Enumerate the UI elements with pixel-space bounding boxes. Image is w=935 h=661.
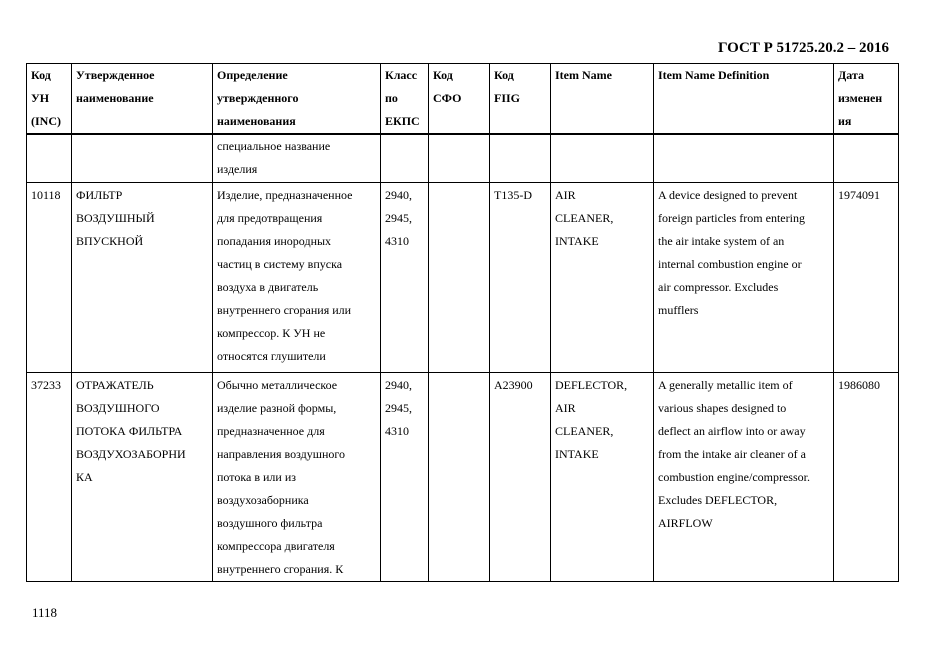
cell-item-definition: [654, 182, 834, 372]
cell-line: 2945,: [385, 400, 412, 415]
col-header-inc: [27, 64, 72, 135]
cell-line: DEFLECTOR,: [555, 377, 628, 392]
cell-line: УН: [31, 91, 50, 105]
cell-line: deflect an airflow into or away: [658, 423, 806, 438]
cell-line: ВОЗДУХОЗАБОРНИ: [76, 446, 186, 461]
col-header-date: [834, 64, 899, 135]
cell-line: 10118: [31, 187, 61, 202]
cell-line: CLEANER,: [555, 423, 614, 438]
cell-line: наименование: [76, 91, 154, 105]
cell-line: ФИЛЬТР: [76, 187, 123, 202]
col-header-sfo: [429, 64, 490, 135]
cell-line: A device designed to prevent: [658, 187, 798, 202]
col-header-name: [72, 64, 213, 135]
cell-line: внутреннего сгорания или: [217, 302, 352, 317]
cell-line: специальное название: [217, 139, 331, 153]
cell-line: компрессор. К УН не: [217, 325, 326, 340]
cell-line: 2945,: [385, 210, 412, 225]
cell-line: Excludes DEFLECTOR,: [658, 492, 778, 507]
cell-line: ВОЗДУШНОГО: [76, 400, 160, 415]
table-header-row: [27, 64, 899, 135]
cell-line: ОТРАЖАТЕЛЬ: [76, 377, 154, 392]
cell-line: CLEANER,: [555, 210, 614, 225]
cell-date: [834, 182, 899, 372]
cell-line: относятся глушители: [217, 348, 326, 363]
cell-sfo: [429, 134, 490, 182]
cell-line: Код: [31, 68, 51, 82]
cell-line: T135-D: [494, 187, 532, 202]
cell-class: [381, 182, 429, 372]
cell-line: internal combustion engine or: [658, 256, 802, 271]
cell-line: Обычно металлическое: [217, 377, 338, 392]
cell-line: foreign particles from entering: [658, 210, 805, 225]
cell-definition: [213, 134, 381, 182]
cell-line: изменен: [838, 91, 883, 105]
cell-line: наименования: [217, 114, 296, 128]
cell-line: AIR: [555, 400, 576, 415]
cell-line: СФО: [433, 91, 462, 105]
cell-line: по: [385, 91, 398, 105]
cell-inc: [27, 182, 72, 372]
cell-fiig: [490, 134, 551, 182]
col-header-class: [381, 64, 429, 135]
cell-line: направления воздушного: [217, 446, 346, 461]
cell-definition: [213, 372, 381, 581]
cell-line: ия: [838, 114, 852, 128]
cell-line: Изделие, предназначенное: [217, 187, 353, 202]
cell-line: Дата: [838, 68, 864, 82]
table-row: [27, 372, 899, 581]
cell-line: various shapes designed to: [658, 400, 787, 415]
cell-line: INTAKE: [555, 233, 599, 248]
cell-line: Утвержденное: [76, 68, 155, 82]
col-header-item-name: [551, 64, 654, 135]
cell-line: air compressor. Excludes: [658, 279, 779, 294]
cell-line: попадания инородных: [217, 233, 332, 248]
cell-line: 37233: [31, 377, 61, 392]
cell-inc: [27, 134, 72, 182]
cell-name: [72, 182, 213, 372]
item-name-table: [26, 63, 899, 582]
cell-inc: [27, 372, 72, 581]
cell-line: Код: [433, 68, 453, 82]
cell-line: Определение: [217, 68, 288, 82]
cell-item-name: [551, 182, 654, 372]
cell-line: компрессора двигателя: [217, 538, 335, 553]
cell-sfo: [429, 182, 490, 372]
cell-name: [72, 372, 213, 581]
table-row: [27, 182, 899, 372]
col-header-fiig: [490, 64, 551, 135]
cell-date: [834, 372, 899, 581]
cell-line: ПОТОКА ФИЛЬТРА: [76, 423, 183, 438]
cell-name: [72, 134, 213, 182]
cell-line: AIR: [555, 187, 576, 202]
document-standard-header: ГОСТ Р 51725.20.2 – 2016: [717, 40, 889, 56]
cell-line: the air intake system of an: [658, 233, 785, 248]
cell-line: ВПУСКНОЙ: [76, 233, 144, 248]
cell-line: mufflers: [658, 302, 699, 317]
cell-line: ВОЗДУШНЫЙ: [76, 210, 155, 225]
cell-item-name: [551, 134, 654, 182]
cell-line: воздуха в двигатель: [217, 279, 319, 294]
cell-line: предназначенное для: [217, 423, 325, 438]
cell-date: [834, 134, 899, 182]
cell-line: Item Name Definition: [658, 68, 770, 82]
cell-line: 4310: [385, 233, 409, 248]
cell-fiig: [490, 182, 551, 372]
cell-line: Класс: [385, 68, 418, 82]
cell-line: A generally metallic item of: [658, 377, 793, 392]
cell-line: INTAKE: [555, 446, 599, 461]
cell-line: изделие разной формы,: [217, 400, 337, 415]
cell-line: 1974091: [838, 187, 880, 202]
cell-line: утвержденного: [217, 91, 299, 105]
cell-item-definition: [654, 372, 834, 581]
cell-line: частиц в систему впуска: [217, 256, 343, 271]
cell-line: from the intake air cleaner of a: [658, 446, 806, 461]
cell-line: 1986080: [838, 377, 880, 392]
page-number: 1118: [32, 605, 58, 620]
cell-line: Код: [494, 68, 514, 82]
cell-line: 4310: [385, 423, 409, 438]
cell-line: изделия: [217, 162, 258, 176]
cell-line: AIRFLOW: [658, 515, 713, 530]
cell-line: A23900: [494, 377, 533, 392]
col-header-item-definition: [654, 64, 834, 135]
cell-item-name: [551, 372, 654, 581]
cell-class: [381, 372, 429, 581]
cell-definition: [213, 182, 381, 372]
cell-line: КА: [76, 469, 93, 484]
cell-fiig: [490, 372, 551, 581]
table-row: [27, 134, 899, 182]
cell-line: 2940,: [385, 377, 412, 392]
cell-line: воздушного фильтра: [217, 515, 323, 530]
cell-class: [381, 134, 429, 182]
cell-sfo: [429, 372, 490, 581]
cell-line: ЕКПС: [385, 114, 420, 128]
cell-item-definition: [654, 134, 834, 182]
cell-line: Item Name: [555, 68, 612, 82]
cell-line: для предотвращения: [217, 210, 323, 225]
cell-line: (INC): [31, 114, 61, 128]
cell-line: внутреннего сгорания. К: [217, 561, 344, 576]
col-header-definition: [213, 64, 381, 135]
cell-line: потока в или из: [217, 469, 296, 484]
cell-line: воздухозаборника: [217, 492, 309, 507]
cell-line: combustion engine/compressor.: [658, 469, 810, 484]
cell-line: 2940,: [385, 187, 412, 202]
cell-line: FIIG: [494, 91, 521, 105]
